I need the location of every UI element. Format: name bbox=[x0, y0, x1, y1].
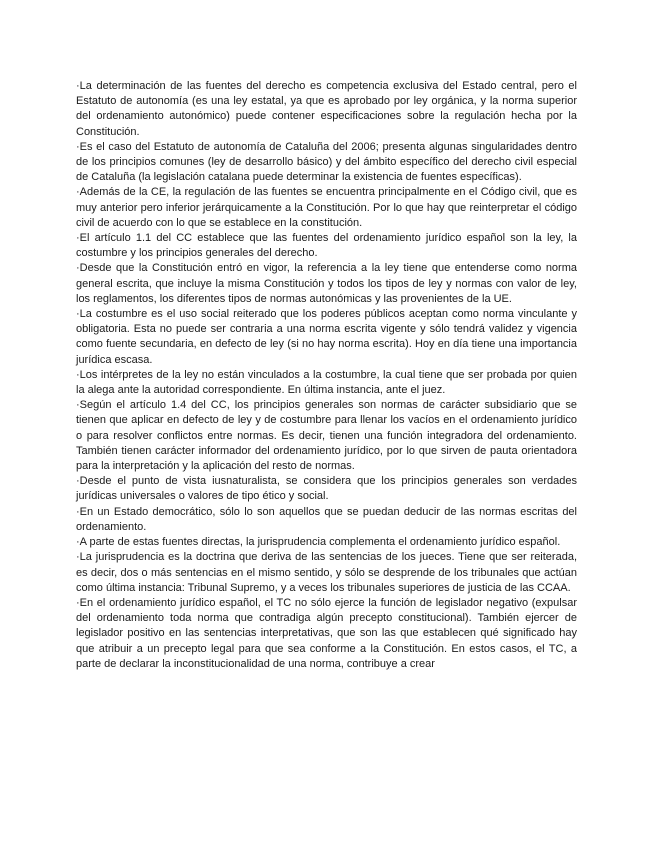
paragraph-tribunal-constitucional: ·En el ordenamiento jurídico español, el TC no sólo ejerce la función de legislador negativo (expulsar del ordenamiento toda norma que contradiga algún precepto constitucional). También ejercer de legislador positivo en las sentencias interpretativas, que son las que establecen qué significado hay que atribuir a un precepto legal para que sea conforme a la Constitución. En estos casos, el TC, a parte de declarar la inconstitucionalidad de una norma, contribuye a crear bbox=[76, 596, 577, 670]
paragraph-fuentes-competencia: ·La determinación de las fuentes del derecho es competencia exclusiva del Estado central, pero el Estatuto de autonomía (es una ley estatal, ya que es aprobado por ley orgánica, y la norma superior del ordenamiento autonómico) puede contener especificaciones sobre la regulación hecha por la Constitución. bbox=[76, 80, 577, 138]
paragraph-fuentes-directas: ·A parte de estas fuentes directas, la jurisprudencia complementa el ordenamiento jurídico español. bbox=[76, 536, 561, 549]
paragraph-estatuto-cataluna: ·Es el caso del Estatuto de autonomía de Cataluña del 2006; presenta algunas singularidades dentro de los principios comunes (ley de desarrollo básico) y del ámbito específico del derecho civil especial de Cataluña (la legislación catalana puede determinar la existencia de fuentes específicas). bbox=[76, 140, 577, 184]
paragraph-codigo-civil: ·Además de la CE, la regulación de las fuentes se encuentra principalmente en el Código civil, que es muy anterior pero inferior jerárquicamente a la Constitución. Por lo que hay que reinterpretar el código civil de acuerdo con lo que se establece en la constitución. bbox=[76, 186, 577, 229]
document-body bbox=[76, 79, 577, 672]
paragraph-iusnaturalista: ·Desde el punto de vista iusnaturalista, se considera que los principios generales son verdades jurídicas universales o valores de tipo ético y social. bbox=[76, 475, 577, 503]
paragraph-interpretes-ley: ·Los intérpretes de la ley no están vinculados a la costumbre, la cual tiene que ser probada por quien la alega ante la autoridad correspondiente. En última instancia, ante el juez. bbox=[76, 368, 577, 397]
paragraph-referencia-ley: ·Desde que la Constitución entró en vigor, la referencia a la ley tiene que entenderse como norma general escrita, que incluye la misma Constitución y todos los tipos de ley y normas con valor de ley, los reglamentos, los diferentes tipos de normas autonómicas y las provenientes de la UE. bbox=[76, 262, 577, 305]
paragraph-costumbre: ·La costumbre es el uso social reiterado que los poderes públicos aceptan como norma vinculante y obligatoria. Esta no puede ser contraria a una norma escrita vigente y sólo tendrá validez y vigencia como fuente secundaria, en defecto de ley (si no hay norma escrita). Hoy en día tiene una importancia jurídica escasa. bbox=[76, 308, 577, 366]
paragraph-articulo-1-1: ·El artículo 1.1 del CC establece que las fuentes del ordenamiento jurídico español son la ley, la costumbre y los principios generales del derecho. bbox=[76, 232, 577, 260]
paragraph-articulo-1-4: ·Según el artículo 1.4 del CC, los principios generales son normas de carácter subsidiario que se tienen que aplicar en defecto de ley y de costumbre para llenar los vacíos en el ordenamiento jurídico o para resolver conflictos entre normas. Es decir, tienen una función integradora del ordenamiento. También tienen carácter informador del ordenamiento jurídico, por lo que sirven de pauta orientadora para la interpretación y la aplicación del resto de normas. bbox=[76, 399, 577, 473]
paragraph-jurisprudencia: ·La jurisprudencia es la doctrina que deriva de las sentencias de los jueces. Tiene que ser reiterada, es decir, dos o más sentencias en el mismo sentido, y sólo se desprende de los tribunales que actúan como última instancia: Tribunal Supremo, y a veces los tribunales superiores de justicia de las CCAA. bbox=[76, 551, 577, 594]
paragraph-estado-democratico: ·En un Estado democrático, sólo lo son aquellos que se puedan deducir de las normas escritas del ordenamiento. bbox=[76, 505, 577, 533]
